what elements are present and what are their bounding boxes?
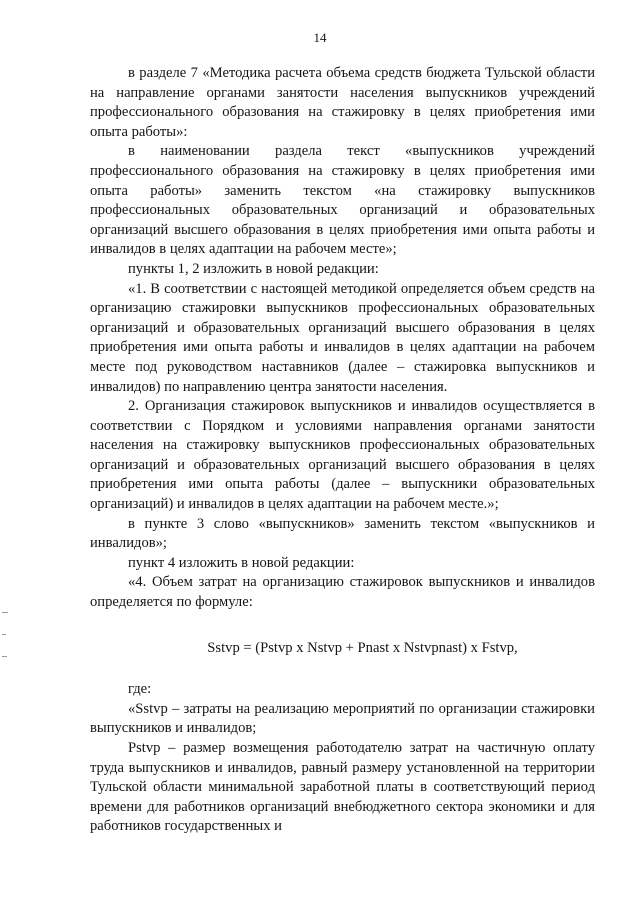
paragraph: пункт 4 изложить в новой редакции: [128, 554, 355, 571]
page-number: 14 [313, 30, 327, 45]
paragraph: «4. Объем затрат на организацию стажировок выпускников и инвалидов определяется по формуле: [90, 574, 595, 611]
paragraph: пункты 1, 2 изложить в новой редакции: [128, 260, 379, 277]
paragraph: в наименовании раздела текст «выпускников учреждений профессионального образования на стажировку в целях приобретения ими опыта работы» заменить текстом «на стажировку выпускников профессиональных образовательных организаций и образовательных организаций высшего образования в целях приобретения ими опыта работы и инвалидов в целях адаптации на рабочем месте»; [90, 143, 595, 258]
paragraph: «1. В соответствии с настоящей методикой определяется объем средств на организацию стажировки выпускников профессиональных образовательных организаций и образовательных организаций высшего образования в целях приобретения ими опыта работы и инвалидов в целях адаптации на рабочем месте под руководством наставников (далее – стажировка выпускников и инвалидов) по направлению центра занятости населения. [90, 280, 595, 395]
where-label: где: [128, 681, 152, 698]
paragraph: в разделе 7 «Методика расчета объема средств бюджета Тульской области на направление органами занятости населения выпускников учреждений профессионального образования на стажировку в целях приобретения ими опыта работы»: [90, 65, 595, 140]
definition: Pstvp – размер возмещения работодателю затрат на частичную оплату труда выпускников и инвалидов, равный размеру установленной на территории Тульской области минимальной заработной платы в соответствующий период времени для работников организаций внебюджетного сектора экономики и для работников государственных и [90, 740, 595, 835]
definition: «Sstvp – затраты на реализацию мероприятий по организации стажировки выпускников и инвалидов; [90, 700, 595, 737]
formula: Sstvp = (Pstvp x Nstvp + Pnast x Nstvpnast) x Fstvp, [207, 639, 518, 656]
paragraph: 2. Организация стажировок выпускников и инвалидов осуществляется в соответствии с Порядком и условиями направления органами занятости населения на стажировку выпускников профессиональных образовательных организаций и образовательных организаций высшего образования в целях приобретения ими опыта работы (далее – выпускники образовательных организаций) и инвалидов в целях адаптации на рабочем месте.»; [90, 398, 595, 513]
document-body [90, 64, 595, 837]
scan-specks [2, 612, 12, 672]
paragraph: в пункте 3 слово «выпускников» заменить текстом «выпускников и инвалидов»; [90, 515, 595, 552]
